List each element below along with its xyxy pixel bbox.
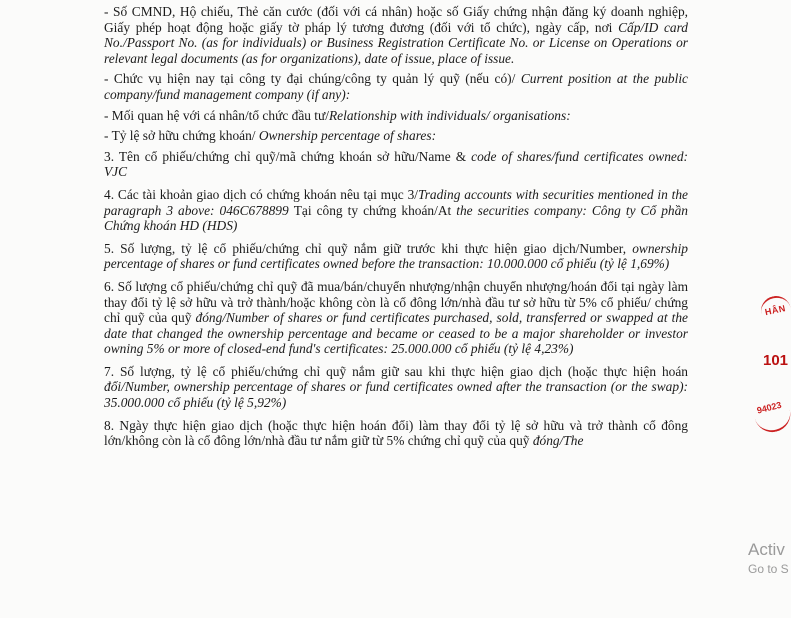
text-segment: 8. Ngày thực hiện giao dịch (hoặc thực hiện hoán đổi) làm thay đổi tỷ lệ sở hữu và trở thành cổ đông lớn/không còn là cổ đông lớn/nhà đầu tư nắm giữ từ 5% chứng chỉ quỹ của quỹ (104, 417, 688, 449)
watermark-subtitle: Go to S (748, 562, 789, 576)
document-paragraph (104, 4, 688, 66)
italic-text-segment: Trading accounts with securities mentioned in the paragraph 3 above: 046C678899 (104, 186, 688, 218)
text-segment: 6. Số lượng cổ phiếu/chứng chỉ quỹ đã mua/bán/chuyển nhượng/nhận chuyển nhượng/hoán đổi tại ngày làm thay đổi tỷ lệ sở hữu và trở thành/hoặc không còn là cổ đông lớn/nhà đầu tư sở hữu từ 5% cổ phiếu/ chứng chỉ quỹ của quỹ (104, 278, 688, 326)
document-paragraph (104, 241, 688, 272)
margin-stamp-marks (755, 296, 791, 436)
text-segment: 5. Số lượng, tỷ lệ cổ phiếu/chứng chỉ quỹ nắm giữ trước khi thực hiện giao dịch/Number, (104, 240, 633, 256)
document-paragraph (104, 364, 688, 411)
text-segment: - Chức vụ hiện nay tại công ty đại chúng/công ty quản lý quỹ (nếu có)/ (104, 71, 521, 87)
text-segment: - Tỷ lệ sở hữu chứng khoán/ (104, 128, 259, 144)
italic-text-segment: Relationship with individuals/ organisations: (329, 107, 571, 123)
text-segment: 4. Các tài khoản giao dịch có chứng khoán nêu tại mục 3/ (104, 186, 418, 202)
document-paragraph (104, 187, 688, 234)
document-paragraph (104, 279, 688, 357)
stamp-bottom-text: 94023 (755, 399, 783, 416)
text-segment: 3. Tên cổ phiếu/chứng chỉ quỹ/mã chứng khoán sở hữu/Name & (104, 148, 472, 164)
document-paragraph (104, 108, 688, 124)
stamp-top-text: HÂN (763, 303, 787, 318)
windows-activation-watermark (748, 540, 791, 578)
margin-number: 101 (763, 352, 789, 369)
italic-text-segment: Ownership percentage of shares: (258, 128, 437, 144)
document-paragraph (104, 71, 688, 102)
document-paragraph (104, 128, 688, 144)
text-segment: - Mối quan hệ với cá nhân/tổ chức đầu tư/ (104, 107, 329, 123)
stamp-bottom (752, 398, 791, 436)
document-body (104, 4, 688, 456)
stamp-top (758, 293, 791, 329)
text-segment: - Số CMND, Hộ chiếu, Thẻ căn cước (đối với cá nhân) hoặc số Giấy chứng nhận đăng ký doanh nghiệp, Giấy phép hoạt động hoặc giấy tờ pháp lý tương đương (đối với tổ chức), ngày cấp, nơi (104, 4, 688, 35)
italic-text-segment: đóng/Number of shares or fund certificates purchased, sold, transferred or swapped at the date that changed the ownership percentage and became or ceased to be a major shareholder or investor owning 5% or more of closed-end fund's certificates: 25.000.000 cổ phiếu (tỷ lệ 4,23%) (104, 310, 688, 357)
italic-text-segment: đổi/Number, ownership percentage of shares or fund certificates owned after the transaction (or the swap): 35.000.000 cổ phiếu (tỷ lệ 5,92%) (104, 379, 688, 411)
document-paragraph (104, 149, 688, 180)
text-segment: Tại công ty chứng khoán/At (293, 202, 457, 218)
italic-text-segment: ownership percentage of shares or fund certificates owned before the transaction: 10.000.000 cổ phiếu (tỷ lệ 1,69%) (104, 240, 688, 272)
italic-text-segment: Cấp/ID card No./Passport No. (as for individuals) or Business Registration Certificate No. or License on Operations or relevant legal documents (as for organizations), date of issue, place of issue. (104, 19, 688, 66)
italic-text-segment: đóng/The (532, 433, 584, 449)
italic-text-segment: code of shares/fund certificates owned: VJC (104, 148, 688, 180)
watermark-title: Activ (748, 540, 785, 559)
italic-text-segment: Current position at the public company/fund management company (if any): (104, 71, 688, 102)
document-paragraph (104, 418, 688, 449)
italic-text-segment: the securities company: Công ty Cổ phần Chứng khoán HD (HDS) (104, 202, 688, 234)
text-segment: 7. Số lượng, tỷ lệ cổ phiếu/chứng chỉ quỹ nắm giữ sau khi thực hiện giao dịch (hoặc thực hiện hoán (104, 363, 688, 379)
